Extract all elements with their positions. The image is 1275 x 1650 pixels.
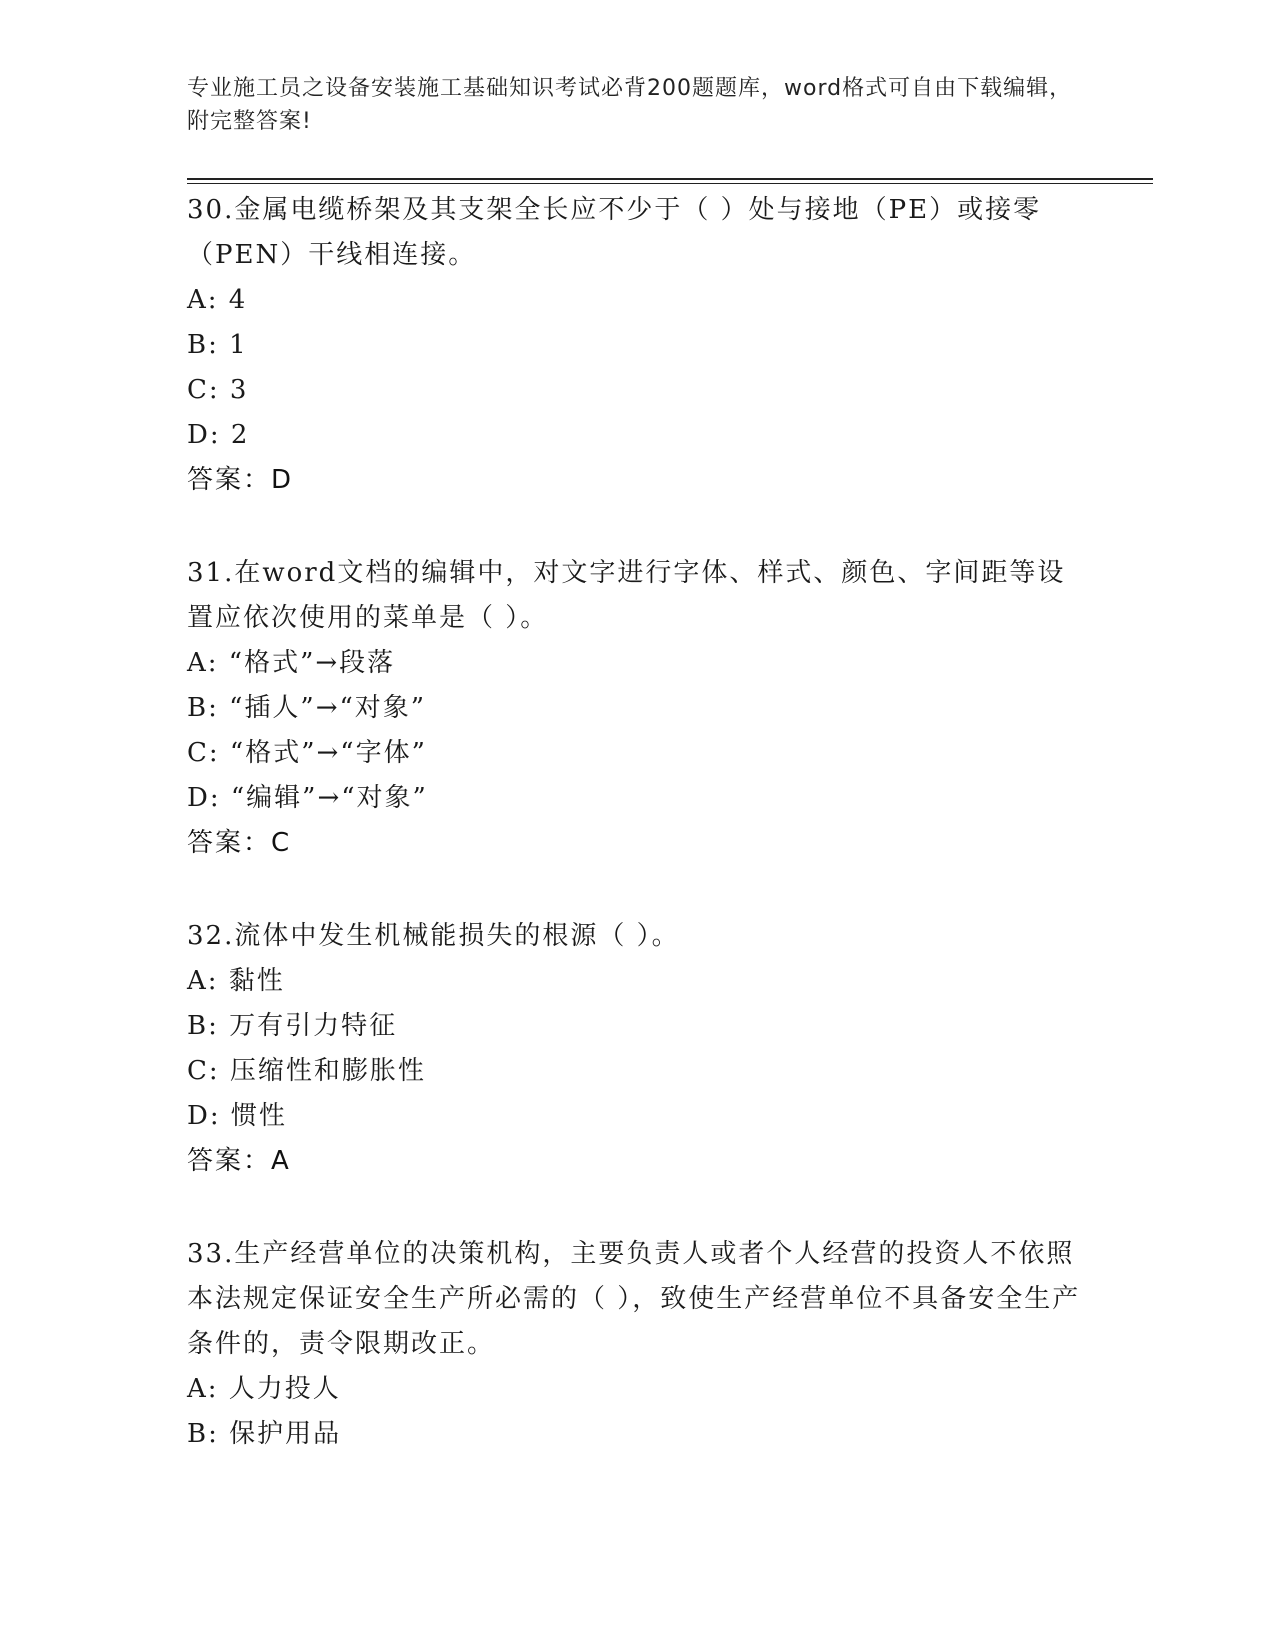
question-stem: 33.生产经营单位的决策机构，主要负责人或者个人经营的投资人不依照本法规定保证安全生产所必需的（ ），致使生产经营单位不具备安全生产条件的，责令限期改正。 [187, 1239, 1081, 1359]
question-stem: 30.金属电缆桥架及其支架全长应不少于（ ）处与接地（PE）或接零（PEN）干线相连接。 [187, 195, 1042, 270]
answer-line: 答案：D [187, 465, 294, 495]
question-list [187, 188, 1087, 1505]
option-b: B: 万有引力特征 [187, 1011, 398, 1041]
question-32 [187, 914, 1087, 1184]
option-c: C: “格式”→“字体” [187, 738, 427, 768]
option-d: D: “编辑”→“对象” [187, 783, 428, 813]
question-30 [187, 188, 1087, 503]
option-a: A: 人力投人 [187, 1374, 341, 1404]
option-d: D: 2 [187, 420, 250, 450]
answer-line: 答案：A [187, 1146, 291, 1176]
option-a: A: 4 [187, 285, 248, 315]
question-31 [187, 551, 1087, 866]
question-stem: 31.在word文档的编辑中，对文字进行字体、样式、颜色、字间距等设置应依次使用的菜单是（ ）。 [187, 558, 1066, 633]
answer-line: 答案：C [187, 828, 292, 858]
option-d: D: 惯性 [187, 1101, 287, 1131]
option-a: A: 黏性 [187, 966, 285, 996]
question-33 [187, 1232, 1087, 1457]
option-c: C: 3 [187, 375, 249, 405]
option-a: A: “格式”→段落 [187, 648, 396, 678]
question-stem: 32.流体中发生机械能损失的根源（ ）。 [187, 921, 680, 951]
option-b: B: 保护用品 [187, 1419, 342, 1449]
header-divider [187, 178, 1153, 184]
option-b: B: “插人”→“对象” [187, 693, 427, 723]
document-header: 专业施工员之设备安装施工基础知识考试必背200题题库，word格式可自由下载编辑，附完整答案! [187, 76, 1073, 134]
option-b: B: 1 [187, 330, 248, 360]
option-c: C: 压缩性和膨胀性 [187, 1056, 426, 1086]
